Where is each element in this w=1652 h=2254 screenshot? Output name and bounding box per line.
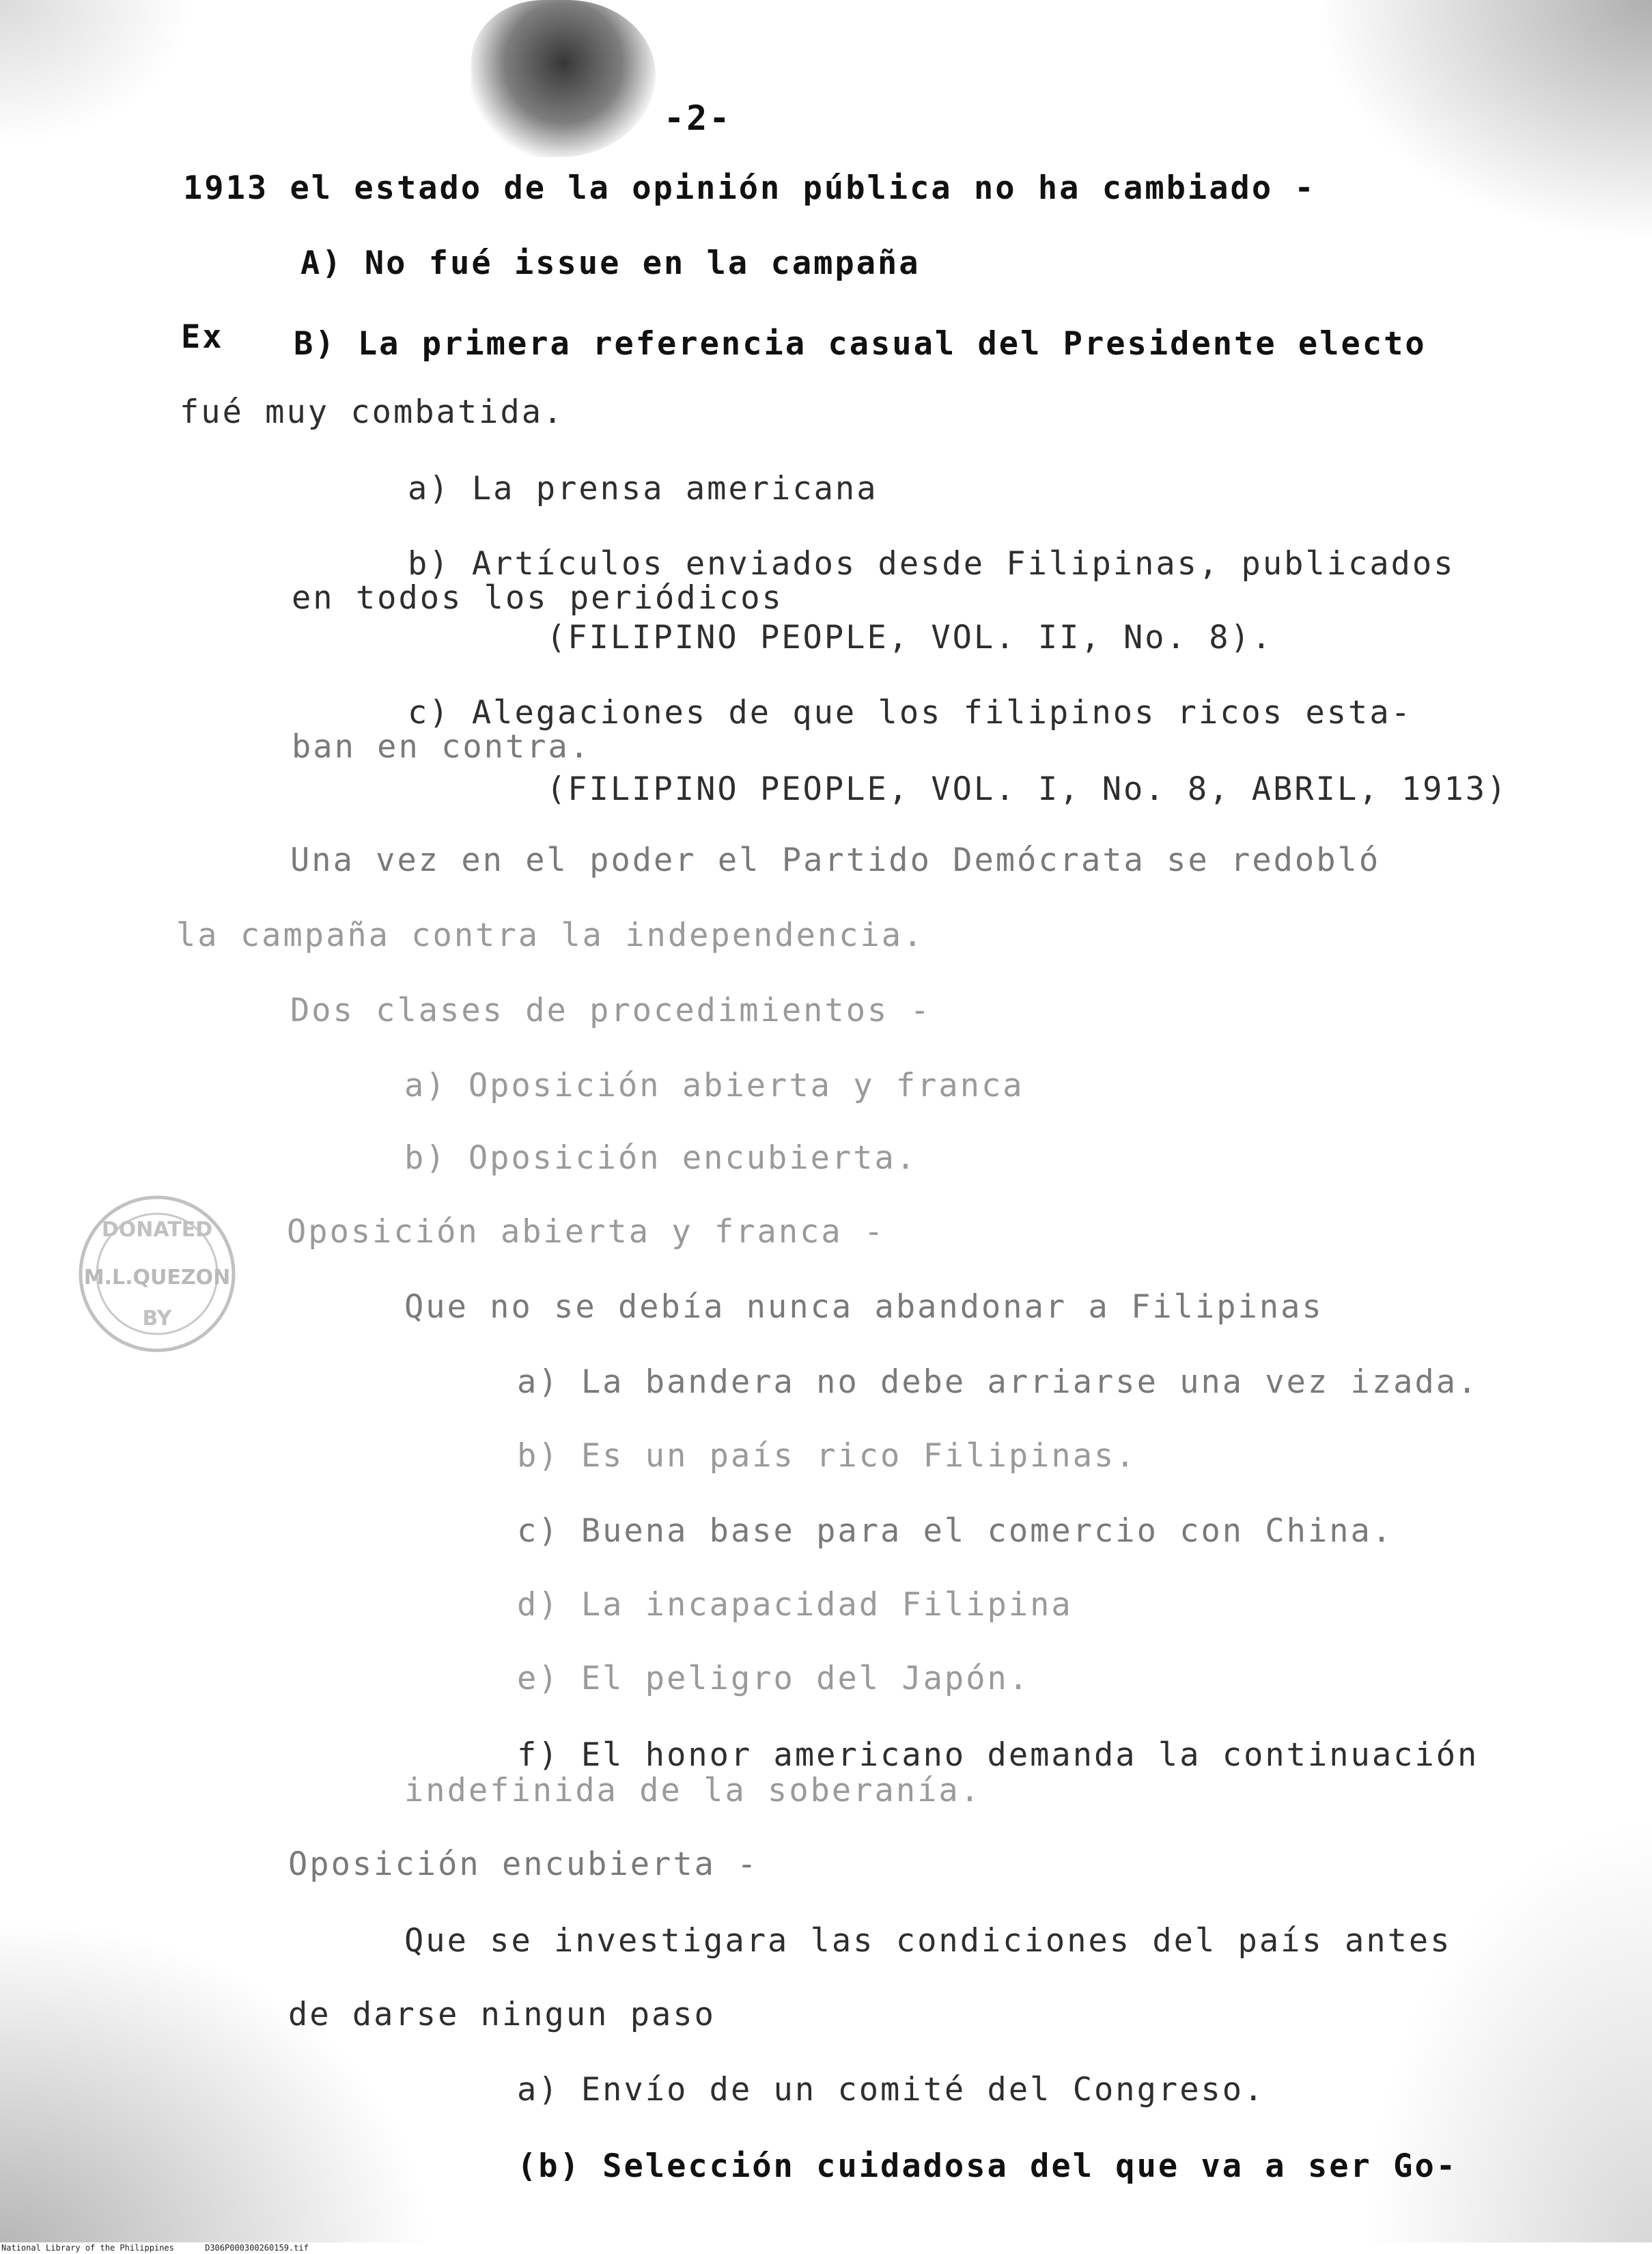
text-line: Dos clases de procedimientos - <box>290 992 932 1029</box>
section-heading: Oposición encubierta - <box>288 1846 759 1883</box>
list-item: d) La incapacidad Filipina <box>517 1586 1073 1624</box>
list-item: a) La bandera no debe arriarse una vez izada. <box>517 1363 1479 1401</box>
text-line: 1913 el estado de la opinión pública no ha cambiado - <box>183 169 1316 207</box>
scan-footer <box>0 2242 1652 2254</box>
list-item: a) Envío de un comité del Congreso. <box>517 2071 1265 2109</box>
text-line: a) La prensa americana <box>408 470 878 507</box>
footer-library: National Library of the Philippines <box>1 2243 174 2253</box>
text-line: Que no se debía nunca abandonar a Filipinas <box>404 1288 1324 1326</box>
text-line: A) No fué issue en la campaña <box>300 245 921 282</box>
text-line: de darse ningun paso <box>288 1996 716 2033</box>
text-line: la campaña contra la independencia. <box>176 917 925 954</box>
text-line: fué muy combatida. <box>180 393 565 431</box>
citation: (FILIPINO PEOPLE, VOL. I, No. 8, ABRIL, 1913) <box>546 770 1509 808</box>
ink-stain <box>471 0 656 157</box>
footer-filename: D306P000300260159.tif <box>205 2243 309 2253</box>
margin-mark: Ex <box>181 318 224 356</box>
list-item: c) Buena base para el comercio con China. <box>517 1512 1394 1550</box>
page-number: -2- <box>664 98 732 138</box>
section-heading: Oposición abierta y franca - <box>287 1213 886 1251</box>
stamp-text-middle: M.L.QUEZON <box>83 1266 231 1290</box>
stamp-text-top: DONATED <box>101 1218 213 1242</box>
text-line: Que se investigara las condiciones del país antes <box>404 1922 1452 1960</box>
text-line: c) Alegaciones de que los filipinos ricos esta- <box>408 694 1412 732</box>
text-line: en todos los periódicos <box>292 579 783 617</box>
text-line: Una vez en el poder el Partido Demócrata se redobló <box>290 841 1381 879</box>
text-line: b) Oposición encubierta. <box>404 1139 918 1177</box>
stamp-text-bottom: BY <box>142 1307 172 1331</box>
list-item: b) Es un país rico Filipinas. <box>517 1437 1137 1475</box>
library-stamp <box>72 1188 242 1359</box>
list-item: e) El peligro del Japón. <box>517 1660 1031 1697</box>
text-line: a) Oposición abierta y franca <box>404 1067 1024 1104</box>
text-line: B) La primera referencia casual del Presidente electo <box>294 325 1427 363</box>
citation: (FILIPINO PEOPLE, VOL. II, No. 8). <box>546 619 1274 656</box>
text-line: b) Artículos enviados desde Filipinas, publicados <box>408 545 1455 583</box>
text-line: ban en contra. <box>292 728 591 766</box>
text-line: indefinida de la soberanía. <box>404 1772 982 1809</box>
list-item: f) El honor americano demanda la continuación <box>517 1736 1479 1774</box>
list-item: (b) Selección cuidadosa del que va a ser Go- <box>517 2147 1458 2185</box>
